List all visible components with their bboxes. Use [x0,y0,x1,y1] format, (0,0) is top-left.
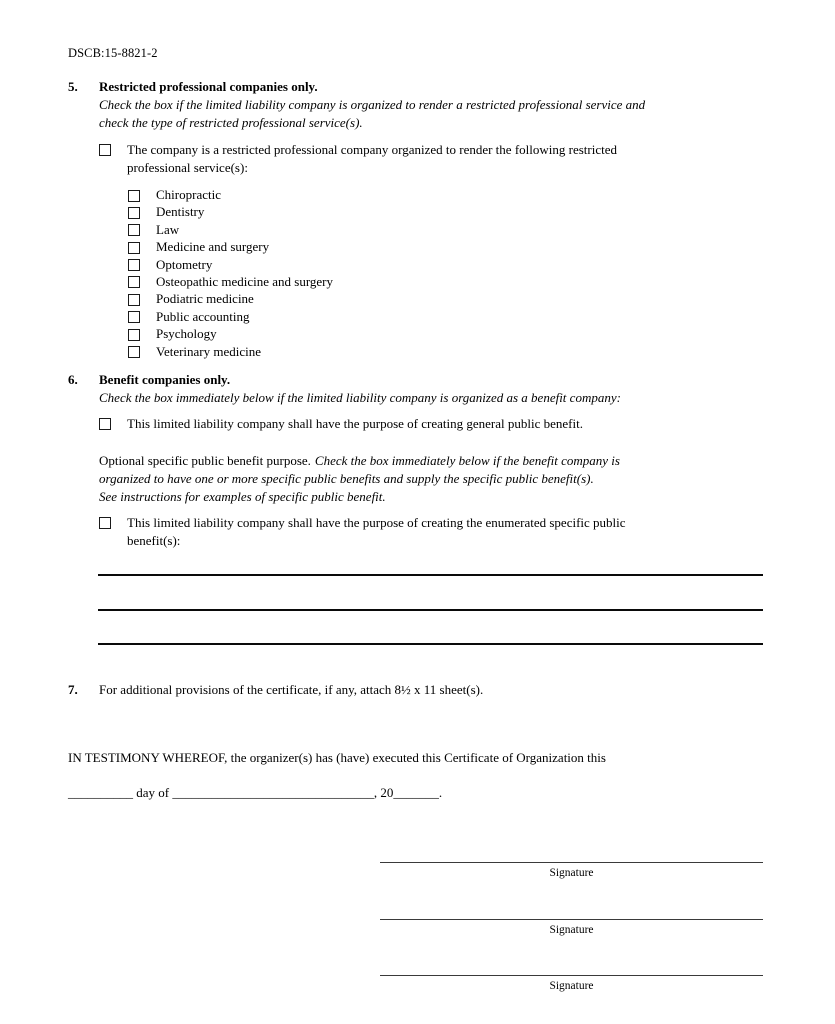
section-6 [68,371,768,549]
section-5-instruction-line-1: Check the box if the limited liability company is organized to render a restricted professional service and [99,97,646,112]
section-5 [68,78,768,360]
service-checkbox-veterinary-medicine[interactable] [128,346,140,358]
service-item-public-accounting[interactable] [128,308,768,325]
optional-specific-benefit-line-1 [99,452,768,470]
service-label-podiatric-medicine: Podiatric medicine [156,291,254,307]
service-label-chiropractic: Chiropractic [156,187,221,202]
service-item-chiropractic[interactable] [128,186,768,203]
signature-line-2[interactable] [380,919,763,920]
service-item-optometry[interactable] [128,256,768,273]
service-checkbox-law[interactable] [128,224,140,236]
section-5-instruction-line-2: check the type of restricted professional service(s). [99,114,363,130]
benefit-write-in-line-2[interactable] [98,609,763,611]
service-label-veterinary-medicine: Veterinary medicine [156,343,262,359]
section-5-instructions [99,96,768,131]
service-checkbox-psychology[interactable] [128,329,140,341]
service-item-podiatric-medicine[interactable] [128,290,768,307]
optional-specific-benefit-instructions [99,452,768,505]
service-checkbox-public-accounting[interactable] [128,311,140,323]
service-item-veterinary-medicine[interactable] [128,343,768,360]
restricted-professional-company-label-line-1: The company is a restricted professional company organized to render the following restricted [127,142,617,157]
restricted-professional-company-checkbox-row[interactable] [99,141,768,176]
section-7 [68,681,768,699]
service-label-public-accounting: Public accounting [156,308,250,324]
general-public-benefit-label: This limited liability company shall have the purpose of creating general public benefit. [127,415,583,431]
service-checkbox-osteopathic-medicine-and-surgery[interactable] [128,276,140,288]
signature-line-1[interactable] [380,862,763,863]
restricted-professional-company-label [127,141,617,176]
form-code: DSCB:15-8821-2 [68,46,158,60]
service-checkbox-optometry[interactable] [128,259,140,271]
service-checkbox-dentistry[interactable] [128,207,140,219]
section-6-number: 6. [68,372,78,387]
section-5-heading: Restricted professional companies only. [99,79,318,94]
service-item-osteopathic-medicine-and-surgery[interactable] [128,273,768,290]
service-checkbox-medicine-and-surgery[interactable] [128,242,140,254]
service-label-law: Law [156,221,180,237]
section-6-heading: Benefit companies only. [99,372,231,387]
service-item-law[interactable] [128,221,768,238]
section-6-instruction: Check the box immediately below if the limited liability company is organized as a benefit company: [99,390,621,405]
restricted-service-list [128,186,768,360]
service-label-dentistry: Dentistry [156,204,205,220]
signature-line-3[interactable] [380,975,763,976]
specific-public-benefit-label-line-1: This limited liability company shall have the purpose of creating the enumerated specific public [127,515,626,530]
benefit-write-in-line-1[interactable] [98,574,763,576]
specific-public-benefit-checkbox[interactable] [99,517,111,529]
testimony-dateline[interactable]: __________ day of _______________________________, 20_______. [68,785,443,800]
section-7-row [68,681,768,699]
restricted-professional-company-checkbox[interactable] [99,144,111,156]
general-public-benefit-checkbox-row[interactable] [99,415,768,433]
testimony-statement: IN TESTIMONY WHEREOF, the organizer(s) has (have) executed this Certificate of Organization this [68,750,606,765]
signature-label-1: Signature [549,867,594,879]
service-label-psychology: Psychology [156,326,217,342]
section-5-number: 5. [68,79,78,94]
service-item-dentistry[interactable] [128,203,768,220]
service-checkbox-chiropractic[interactable] [128,190,140,202]
specific-public-benefit-checkbox-row[interactable] [99,514,768,549]
section-6-instructions [99,389,768,407]
service-checkbox-podiatric-medicine[interactable] [128,294,140,306]
specific-public-benefit-label [127,514,626,549]
signature-label-2: Signature [549,924,594,936]
restricted-professional-company-label-line-2: professional service(s): [127,159,248,175]
service-item-psychology[interactable] [128,325,768,342]
service-label-optometry: Optometry [156,256,213,272]
service-label-osteopathic-medicine-and-surgery: Osteopathic medicine and surgery [156,273,334,289]
optional-specific-benefit-italic-3: See instructions for examples of specific public benefit. [99,488,386,504]
optional-specific-benefit-italic-1: Check the box immediately below if the benefit company is [314,453,620,468]
benefit-write-in-line-3[interactable] [98,643,763,645]
section-7-number: 7. [68,682,78,697]
optional-specific-benefit-lead: Optional specific public benefit purpose. [99,453,311,468]
optional-specific-benefit-italic-2: organized to have one or more specific public benefits and supply the specific public benefit(s). [99,471,594,486]
service-label-medicine-and-surgery: Medicine and surgery [156,239,270,255]
general-public-benefit-checkbox[interactable] [99,418,111,430]
section-6-title-row [68,371,768,388]
specific-public-benefit-label-line-2: benefit(s): [127,532,181,548]
signature-label-3: Signature [549,980,594,992]
section-5-title-row [68,78,768,95]
section-7-text: For additional provisions of the certificate, if any, attach 8½ x 11 sheet(s). [99,682,484,697]
service-item-medicine-and-surgery[interactable] [128,238,768,255]
